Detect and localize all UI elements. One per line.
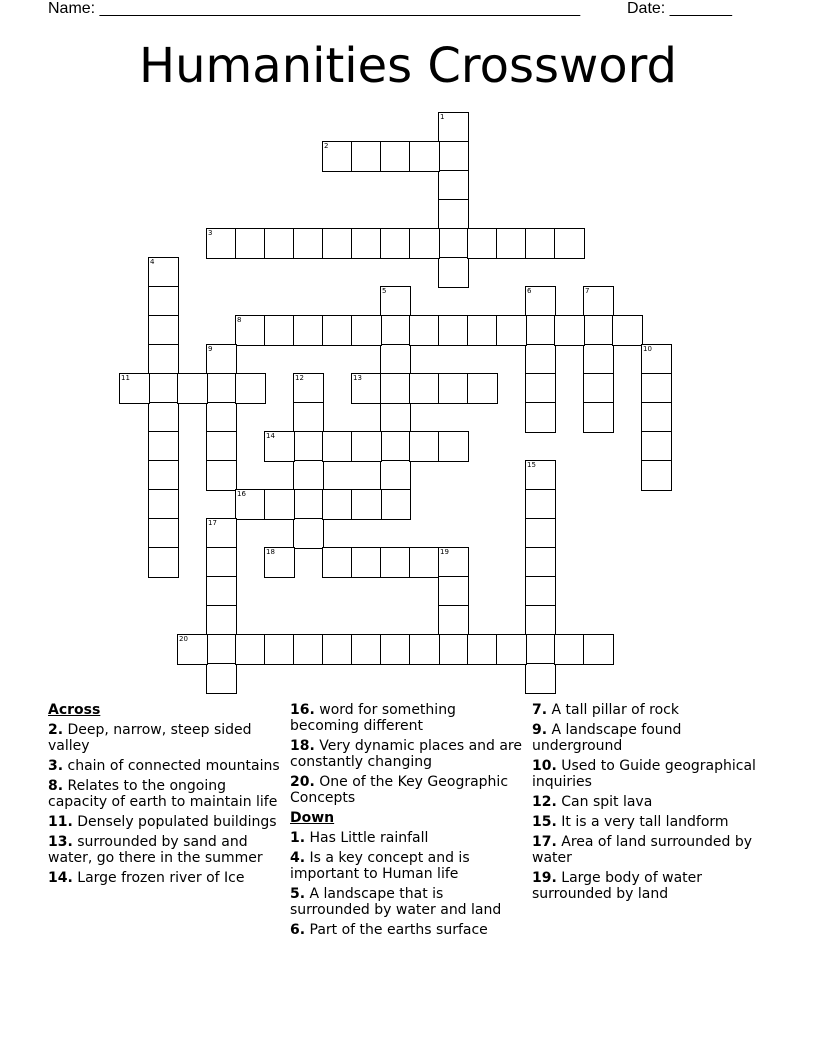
crossword-cell[interactable]: [322, 547, 353, 578]
crossword-cell[interactable]: [525, 460, 556, 491]
crossword-cell[interactable]: [293, 634, 324, 665]
clue-item: [48, 722, 283, 754]
crossword-cell[interactable]: [612, 315, 643, 346]
crossword-cell[interactable]: [148, 460, 179, 491]
clue-text: A landscape found underground: [532, 722, 682, 754]
crossword-cell[interactable]: [583, 402, 614, 433]
crossword-cell[interactable]: [380, 402, 411, 433]
crossword-cell[interactable]: [206, 663, 237, 694]
clue-text: Is a key concept and is important to Human life: [290, 850, 470, 882]
crossword-cell[interactable]: [525, 228, 556, 259]
clue-number: 7.: [532, 702, 548, 718]
cell-number: 20: [179, 635, 188, 643]
clue-number: 3.: [48, 758, 64, 774]
clue-item: [532, 794, 767, 810]
clue-text: A tall pillar of rock: [547, 702, 679, 718]
clue-item: [48, 758, 283, 774]
crossword-cell[interactable]: [583, 373, 614, 404]
cell-number: 16: [237, 490, 246, 498]
crossword-cell[interactable]: [467, 315, 498, 346]
crossword-cell[interactable]: [438, 141, 469, 172]
crossword-cell[interactable]: [554, 315, 585, 346]
clue-text: Large frozen river of Ice: [72, 870, 245, 886]
crossword-cell[interactable]: [380, 547, 411, 578]
crossword-cell[interactable]: [496, 315, 527, 346]
crossword-cell[interactable]: [380, 489, 411, 520]
crossword-cell[interactable]: [351, 634, 382, 665]
clue-number: 15.: [532, 814, 557, 830]
crossword-cell[interactable]: [496, 634, 527, 665]
cell-number: 11: [121, 374, 130, 382]
crossword-cell[interactable]: [264, 634, 295, 665]
crossword-cell[interactable]: [554, 228, 585, 259]
crossword-cell[interactable]: [293, 228, 324, 259]
clue-text: surrounded by sand and water, go there in the summer: [48, 834, 263, 866]
crossword-cell[interactable]: [148, 518, 179, 549]
clue-text: Very dynamic places and are constantly changing: [290, 738, 522, 770]
crossword-cell[interactable]: [293, 489, 324, 520]
crossword-cell[interactable]: [380, 315, 411, 346]
crossword-cell[interactable]: [235, 373, 266, 404]
crossword-cell[interactable]: [322, 634, 353, 665]
crossword-cell[interactable]: [351, 489, 382, 520]
clue-number: 8.: [48, 778, 64, 794]
crossword-cell[interactable]: [293, 315, 324, 346]
crossword-cell[interactable]: [206, 605, 237, 636]
crossword-cell[interactable]: [148, 489, 179, 520]
clue-text: Part of the earths surface: [305, 922, 488, 938]
crossword-cell[interactable]: [351, 228, 382, 259]
clues-column-3: [532, 702, 767, 906]
crossword-cell[interactable]: [293, 402, 324, 433]
cell-number: 13: [353, 374, 362, 382]
clue-number: 6.: [290, 922, 306, 938]
crossword-cell[interactable]: [409, 431, 440, 462]
clue-text: Relates to the ongoing capacity of earth to maintain life: [48, 778, 278, 810]
clue-item: [290, 738, 525, 770]
clue-text: Has Little rainfall: [305, 830, 429, 846]
crossword-cell[interactable]: [467, 634, 498, 665]
crossword-cell[interactable]: [206, 460, 237, 491]
crossword-cell[interactable]: [206, 431, 237, 462]
cell-number: 2: [324, 142, 329, 150]
cell-number: 1: [440, 113, 445, 121]
clues-column-2: [290, 702, 525, 942]
crossword-cell[interactable]: [235, 634, 266, 665]
crossword-cell[interactable]: [438, 199, 469, 230]
clue-number: 5.: [290, 886, 306, 902]
clue-item: [532, 758, 767, 790]
clue-text: It is a very tall landform: [556, 814, 729, 830]
crossword-cell[interactable]: [525, 489, 556, 520]
clue-text: One of the Key Geographic Concepts: [290, 774, 509, 806]
crossword-cell[interactable]: [351, 547, 382, 578]
crossword-cell[interactable]: [322, 141, 353, 172]
crossword-cell[interactable]: [641, 402, 672, 433]
crossword-cell[interactable]: [438, 170, 469, 201]
crossword-cell[interactable]: [409, 373, 440, 404]
page-title: Humanities Crossword: [139, 38, 677, 94]
crossword-cell[interactable]: [438, 431, 469, 462]
crossword-cell[interactable]: [438, 373, 469, 404]
crossword-cell[interactable]: [177, 373, 208, 404]
crossword-cell[interactable]: [438, 228, 469, 259]
cell-number: 10: [643, 345, 652, 353]
crossword-cell[interactable]: [351, 373, 382, 404]
clue-number: 17.: [532, 834, 557, 850]
crossword-cell[interactable]: [409, 547, 440, 578]
crossword-cell[interactable]: [380, 634, 411, 665]
clue-item: [532, 722, 767, 754]
clue-text: Densely populated buildings: [72, 814, 277, 830]
across-heading: Across: [48, 702, 101, 718]
clue-text: Can spit lava: [556, 794, 653, 810]
clue-number: 11.: [48, 814, 73, 830]
crossword-cell[interactable]: [554, 634, 585, 665]
clue-item: [532, 814, 767, 830]
name-field-label[interactable]: Name: ______________________________________________________: [48, 0, 581, 17]
crossword-cell[interactable]: [322, 315, 353, 346]
clue-item: [48, 778, 283, 810]
crossword-cell[interactable]: [641, 431, 672, 462]
clue-item: [290, 830, 525, 846]
crossword-cell[interactable]: [467, 228, 498, 259]
crossword-cell[interactable]: [583, 344, 614, 375]
crossword-cell[interactable]: [525, 373, 556, 404]
clue-item: [48, 834, 283, 866]
cell-number: 9: [208, 345, 213, 353]
clue-text: chain of connected mountains: [63, 758, 280, 774]
crossword-cell[interactable]: [206, 518, 237, 549]
clue-number: 2.: [48, 722, 64, 738]
clues-column-1: [48, 702, 283, 890]
crossword-cell[interactable]: [525, 344, 556, 375]
crossword-cell[interactable]: [148, 257, 179, 288]
crossword-cell[interactable]: [380, 344, 411, 375]
crossword-cell[interactable]: [409, 228, 440, 259]
crossword-cell[interactable]: [438, 634, 469, 665]
clue-text: A landscape that is surrounded by water and land: [290, 886, 502, 918]
clue-item: [48, 870, 283, 886]
crossword-cell[interactable]: [264, 431, 295, 462]
crossword-cell[interactable]: [264, 489, 295, 520]
clue-number: 4.: [290, 850, 306, 866]
crossword-cell[interactable]: [409, 315, 440, 346]
crossword-cell[interactable]: [293, 460, 324, 491]
clue-text: word for something becoming different: [290, 702, 456, 734]
clue-item: [290, 886, 525, 918]
crossword-cell[interactable]: [641, 373, 672, 404]
cell-number: 3: [208, 229, 213, 237]
clue-number: 18.: [290, 738, 315, 754]
clue-item: [532, 834, 767, 866]
crossword-cell[interactable]: [583, 286, 614, 317]
crossword-cell[interactable]: [293, 373, 324, 404]
crossword-cell[interactable]: [438, 112, 469, 143]
crossword-cell[interactable]: [583, 634, 614, 665]
crossword-cell[interactable]: [438, 605, 469, 636]
crossword-cell[interactable]: [293, 518, 324, 549]
crossword-cell[interactable]: [322, 431, 353, 462]
cell-number: 4: [150, 258, 155, 266]
clue-number: 9.: [532, 722, 548, 738]
cell-number: 17: [208, 519, 217, 527]
crossword-cell[interactable]: [148, 547, 179, 578]
crossword-cell[interactable]: [641, 460, 672, 491]
crossword-cell[interactable]: [525, 402, 556, 433]
crossword-cell[interactable]: [148, 286, 179, 317]
crossword-cell[interactable]: [525, 663, 556, 694]
crossword-cell[interactable]: [235, 228, 266, 259]
cell-number: 14: [266, 432, 275, 440]
crossword-cell[interactable]: [467, 373, 498, 404]
crossword-cell[interactable]: [148, 402, 179, 433]
clue-text: Used to Guide geographical inquiries: [532, 758, 756, 790]
crossword-cell[interactable]: [235, 315, 266, 346]
clue-item: [290, 702, 525, 734]
cell-number: 8: [237, 316, 242, 324]
clue-text: Area of land surrounded by water: [532, 834, 752, 866]
cell-number: 18: [266, 548, 275, 556]
crossword-cell[interactable]: [206, 228, 237, 259]
clue-text: Large body of water surrounded by land: [532, 870, 703, 902]
crossword-cell[interactable]: [438, 257, 469, 288]
clue-number: 13.: [48, 834, 73, 850]
crossword-cell[interactable]: [235, 489, 266, 520]
crossword-cell[interactable]: [409, 141, 440, 172]
crossword-cell[interactable]: [351, 431, 382, 462]
down-heading: Down: [290, 810, 335, 826]
crossword-cell[interactable]: [525, 634, 556, 665]
cell-number: 6: [527, 287, 532, 295]
crossword-cell[interactable]: [119, 373, 150, 404]
crossword-cell[interactable]: [525, 547, 556, 578]
crossword-cell[interactable]: [438, 547, 469, 578]
crossword-cell[interactable]: [351, 315, 382, 346]
crossword-cell[interactable]: [409, 634, 440, 665]
crossword-cell[interactable]: [438, 315, 469, 346]
clue-number: 14.: [48, 870, 73, 886]
clue-text: Deep, narrow, steep sided valley: [48, 722, 252, 754]
cell-number: 12: [295, 374, 304, 382]
crossword-cell[interactable]: [206, 547, 237, 578]
crossword-cell[interactable]: [525, 605, 556, 636]
crossword-cell[interactable]: [206, 373, 237, 404]
crossword-cell[interactable]: [264, 315, 295, 346]
crossword-cell[interactable]: [380, 141, 411, 172]
crossword-cell[interactable]: [380, 373, 411, 404]
crossword-cell[interactable]: [380, 228, 411, 259]
clue-number: 16.: [290, 702, 315, 718]
clue-number: 19.: [532, 870, 557, 886]
crossword-cell[interactable]: [206, 402, 237, 433]
clue-number: 1.: [290, 830, 306, 846]
cell-number: 19: [440, 548, 449, 556]
crossword-cell[interactable]: [177, 634, 208, 665]
date-field-label[interactable]: Date: _______: [627, 0, 732, 17]
clue-item: [290, 774, 525, 806]
crossword-cell[interactable]: [206, 634, 237, 665]
crossword-cell[interactable]: [148, 315, 179, 346]
crossword-cell[interactable]: [380, 286, 411, 317]
crossword-cell[interactable]: [380, 460, 411, 491]
crossword-cell[interactable]: [148, 344, 179, 375]
crossword-cell[interactable]: [351, 141, 382, 172]
crossword-cell[interactable]: [525, 576, 556, 607]
crossword-cell[interactable]: [380, 431, 411, 462]
crossword-cell[interactable]: [322, 489, 353, 520]
clue-item: [532, 870, 767, 902]
crossword-cell[interactable]: [293, 431, 324, 462]
crossword-cell[interactable]: [641, 344, 672, 375]
crossword-cell[interactable]: [148, 373, 179, 404]
cell-number: 7: [585, 287, 590, 295]
crossword-cell[interactable]: [525, 286, 556, 317]
clue-number: 12.: [532, 794, 557, 810]
crossword-cell[interactable]: [206, 576, 237, 607]
crossword-cell[interactable]: [496, 228, 527, 259]
crossword-cell[interactable]: [322, 228, 353, 259]
crossword-cell[interactable]: [525, 518, 556, 549]
crossword-cell[interactable]: [206, 344, 237, 375]
crossword-cell[interactable]: [148, 431, 179, 462]
clue-number: 10.: [532, 758, 557, 774]
clue-item: [48, 814, 283, 830]
cell-number: 5: [382, 287, 387, 295]
crossword-cell[interactable]: [264, 228, 295, 259]
crossword-cell[interactable]: [583, 315, 614, 346]
clue-item: [532, 702, 767, 718]
clue-number: 20.: [290, 774, 315, 790]
cell-number: 15: [527, 461, 536, 469]
crossword-cell[interactable]: [525, 315, 556, 346]
clue-item: [290, 850, 525, 882]
crossword-cell[interactable]: [264, 547, 295, 578]
clue-item: [290, 922, 525, 938]
crossword-cell[interactable]: [438, 576, 469, 607]
